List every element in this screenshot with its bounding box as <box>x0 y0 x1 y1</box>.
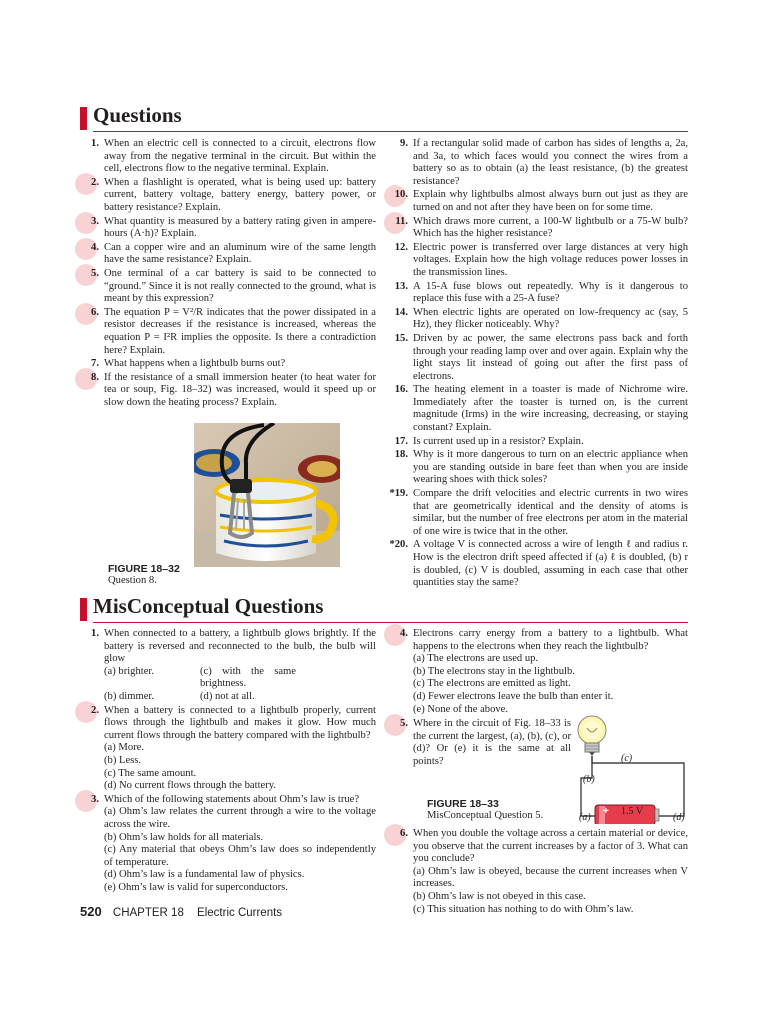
question-number-text: *20. <box>389 539 408 551</box>
question-number-text: 7. <box>91 358 99 370</box>
question-number-text: 1. <box>91 628 99 639</box>
answer-option: (a) The electrons are used up. <box>413 653 539 665</box>
answer-option: (b) Less. <box>104 754 142 766</box>
question-number <box>389 333 408 346</box>
question-item <box>389 138 688 188</box>
question-number-text: 17. <box>394 435 408 447</box>
question-item <box>389 281 688 306</box>
question-item <box>80 138 376 176</box>
answer-option: (b) Ohm’s law is not obeyed in this case. <box>413 890 586 902</box>
question-number <box>80 138 99 151</box>
question-text: When connected to a battery, a lightbulb glows brightly. If the battery is reversed and reconnected to the bulb, the bulb will glow <box>104 628 376 665</box>
question-number-text: 18. <box>394 449 408 461</box>
question-item <box>80 242 376 267</box>
questions-heading-title: Questions <box>93 103 182 127</box>
question-item <box>389 242 688 280</box>
point-b-label: (b) <box>583 774 595 785</box>
question-item <box>389 307 688 332</box>
question-number-text: 2. <box>91 704 99 716</box>
question-number-highlighted <box>389 828 408 841</box>
question-item <box>389 449 688 487</box>
question-text: Electric power is transferred over large distances at very high voltages. Explain how the high voltage reduces power losses in the transmission lines. <box>413 241 688 278</box>
question-item <box>389 384 688 434</box>
question-text: Electrons carry energy from a battery to a lightbulb. What happens to the electrons when they reach the lightbulb? <box>413 628 688 652</box>
figure-18-32-caption: Question 8. <box>108 575 157 586</box>
question-number-text: 16. <box>394 384 408 396</box>
question-number-highlighted <box>389 718 408 731</box>
answer-option: (c) with the same brightness. <box>200 665 296 690</box>
answer-option: (b) dimmer. <box>104 690 155 702</box>
heading-rule <box>93 622 688 623</box>
question-text: If the resistance of a small immersion heater (to heat water for tea or soup, Fig. 18–32) was increased, would it speed up or slow down the heating process? Explain. <box>104 371 376 408</box>
question-number-text: 13. <box>394 280 408 292</box>
answer-option: (d) Fewer electrons leave the bulb than enter it. <box>413 690 614 702</box>
question-number-text: 2. <box>91 176 99 188</box>
answer-option-row <box>104 666 376 691</box>
question-text: What quantity is measured by a battery rating given in ampere-hours (A·h)? Explain. <box>104 215 376 240</box>
question-text: Where in the circuit of Fig. 18–33 is the current the largest, (a), (b), (c), or (d)? Or (e) it is the same at all points? <box>413 718 571 767</box>
question-text: A voltage V is connected across a wire of length ℓ and radius r. How is the electron drift speed affected if (a) ℓ is doubled, (b) r is doubled, (c) V is doubled, assuming in each case that other quantities stay the same? <box>413 539 688 589</box>
heading-rule <box>93 131 688 132</box>
question-number <box>389 539 408 552</box>
misconceptual-question-4 <box>389 628 688 716</box>
page-number: 520 <box>80 904 102 919</box>
questions-right-column <box>389 138 688 591</box>
question-number-highlighted <box>389 189 408 202</box>
figure-18-33 <box>427 708 689 826</box>
question-number <box>389 449 408 462</box>
question-text: If a rectangular solid made of carbon has sides of lengths a, 2a, and 3a, to which faces would you connect the wires from a battery so as to obtain (a) the least resistance, (b) the greatest resistance? <box>413 138 688 187</box>
question-text: When an electric cell is connected to a circuit, electrons flow away from the negative terminal in the circuit. But within the cell, electrons flow to the negative terminal. Explain. <box>104 138 376 175</box>
question-number-highlighted <box>389 216 408 229</box>
question-number-text: 11. <box>395 215 408 227</box>
question-item <box>80 216 376 241</box>
question-text: When a flashlight is operated, what is being used up: battery current, battery voltage, battery energy, battery power, or battery resistance? Explain. <box>104 176 376 213</box>
question-number-text: 6. <box>400 828 408 839</box>
heading-accent-bar <box>80 107 87 130</box>
question-number-text: 15. <box>394 332 408 344</box>
questions-heading <box>80 103 688 132</box>
question-item <box>80 268 376 306</box>
point-a-label: (a) <box>579 812 591 823</box>
question-number-text: 5. <box>400 718 408 729</box>
question-item <box>389 216 688 241</box>
question-number-text: 4. <box>400 628 408 639</box>
question-number <box>389 307 408 320</box>
question-number <box>389 138 408 151</box>
question-text: One terminal of a car battery is said to be connected to “ground.” Since it is not really connected to the ground, what is meant by this expression? <box>104 267 376 305</box>
answer-option: (e) Ohm’s law is valid for superconductors. <box>104 881 288 893</box>
page-footer <box>80 904 282 919</box>
question-number-text: 4. <box>91 241 99 253</box>
point-d-label: (d) <box>673 812 685 823</box>
figure-18-32 <box>108 423 344 586</box>
question-number-text: 14. <box>394 306 408 318</box>
battery-voltage-label: 1.5 V <box>621 806 644 817</box>
question-number-text: 5. <box>91 267 99 279</box>
misconceptual-heading <box>80 594 688 623</box>
answer-option: (c) This situation has nothing to do with Ohm’s law. <box>413 903 634 915</box>
question-text: Explain why lightbulbs almost always burn out just as they are turned on and not after they have been on for some time. <box>413 189 688 213</box>
question-number-highlighted <box>80 794 99 807</box>
question-item <box>80 628 376 704</box>
answer-option: (b) The electrons stay in the lightbulb. <box>413 665 575 677</box>
question-number-text: 3. <box>91 215 99 227</box>
question-number <box>389 436 408 449</box>
question-item <box>80 372 376 410</box>
question-item <box>389 189 688 214</box>
question-number-highlighted <box>389 628 408 641</box>
answer-option: (a) brighter. <box>104 665 155 677</box>
question-text: Can a copper wire and an aluminum wire of the same length have the same resistance? Explain. <box>104 241 376 266</box>
question-number-text: 12. <box>394 241 408 253</box>
question-text: Driven by ac power, the same electrons pass back and forth through your reading lamp over and over again. Explain why the light stays lit instead of going out after the first pass of electrons. <box>413 332 688 382</box>
question-text: Compare the drift velocities and electric currents in two wires that are geometrically identical and the density of atoms is similar, but the number of free electrons per atom in the material of one wire is twice that in the other. <box>413 488 688 537</box>
chapter-title: Electric Currents <box>197 907 283 919</box>
question-item <box>80 307 376 357</box>
answer-option: (e) None of the above. <box>413 703 509 715</box>
question-number-highlighted <box>80 242 99 255</box>
question-number-text: 10. <box>394 189 408 201</box>
question-number-highlighted <box>80 268 99 281</box>
question-item <box>389 488 688 538</box>
question-number <box>389 488 408 501</box>
question-number-highlighted <box>80 705 99 718</box>
question-number <box>389 384 408 397</box>
question-number <box>389 281 408 294</box>
question-text: Is current used up in a resistor? Explain. <box>413 435 584 447</box>
answer-option: (c) The same amount. <box>104 767 197 779</box>
question-number-text: *19. <box>389 488 408 500</box>
answer-option: (d) Ohm’s law is a fundamental law of physics. <box>104 869 305 881</box>
chapter-label: CHAPTER 18 <box>112 907 184 919</box>
question-text: Why is it more dangerous to turn on an electric appliance when you are standing outside in bare feet than when you are inside wearing shoes with thick soles? <box>413 449 688 486</box>
figure-18-33-caption: MisConceptual Question 5. <box>427 810 544 821</box>
answer-option: (b) Ohm’s law holds for all materials. <box>104 831 264 843</box>
question-item <box>80 177 376 215</box>
question-text: When you double the voltage across a certain material or device, you observe that the current increases by a factor of 3. What can you conclude? <box>413 828 688 865</box>
question-text: A 15-A fuse blows out repeatedly. Why is it dangerous to replace this fuse with a 25-A fuse? <box>413 280 688 305</box>
question-number <box>389 242 408 255</box>
answer-option: (d) No current flows through the battery. <box>104 780 276 792</box>
question-number-highlighted <box>80 216 99 229</box>
question-text: Which draws more current, a 100-W lightbulb or a 75-W bulb? Which has the higher resistance? <box>413 215 688 240</box>
answer-option-row <box>104 691 376 704</box>
answer-option: (a) Ohm’s law is obeyed, because the current increases when V increases. <box>413 865 688 890</box>
question-item <box>389 628 688 716</box>
question-text: When a battery is connected to a lightbulb properly, current flows through the lightbulb and makes it glow. How much current flows through the battery compared with the lightbulb? <box>104 704 376 741</box>
question-item <box>389 539 688 589</box>
heading-accent-bar <box>80 598 87 621</box>
question-number-text: 9. <box>400 138 408 149</box>
misconceptual-question-6 <box>389 828 688 916</box>
question-number <box>80 628 99 641</box>
answer-option: (a) More. <box>104 742 145 754</box>
question-number-text: 3. <box>91 793 99 805</box>
point-c-label: (c) <box>621 753 633 764</box>
question-number-text: 1. <box>91 138 99 149</box>
question-text: When electric lights are operated on low-frequency ac (say, 5 Hz), they flicker noticeably. Why? <box>413 306 688 331</box>
question-number-text: 8. <box>91 371 99 383</box>
question-text: The equation P = V²/R indicates that the power dissipated in a resistor decreases if the resistance is increased, whereas the equation P = I²R implies the opposite. Is there a contradiction here? Explain. <box>104 306 376 356</box>
question-item <box>389 436 688 449</box>
answer-option: (a) Ohm’s law relates the current through a wire to the voltage across the wire. <box>104 806 376 830</box>
question-text: The heating element in a toaster is made of Nichrome wire. Immediately after the toaster is turned on, is the current magnitude (Irms) in the wire increasing, decreasing, or staying constant? Explain. <box>413 384 688 434</box>
question-text: What happens when a lightbulb burns out? <box>104 358 286 370</box>
question-number <box>80 358 99 371</box>
question-number-highlighted <box>80 307 99 320</box>
misconceptual-heading-title: MisConceptual Questions <box>93 594 324 618</box>
question-item <box>80 705 376 793</box>
question-text: Which of the following statements about Ohm’s law is true? <box>104 793 360 805</box>
figure-18-33-label: FIGURE 18–33 <box>427 798 499 810</box>
answer-option: (c) The electrons are emitted as light. <box>413 678 571 690</box>
question-item <box>389 828 688 916</box>
question-item <box>80 358 376 371</box>
figure-18-32-label: FIGURE 18–32 <box>108 563 180 575</box>
battery-plus-sign: + <box>603 806 609 817</box>
question-number-highlighted <box>80 372 99 385</box>
answer-option: (c) Any material that obeys Ohm’s law does so independently of temperature. <box>104 844 376 868</box>
questions-left-column <box>80 138 376 410</box>
misconceptual-left-column <box>80 628 376 895</box>
question-number-highlighted <box>80 177 99 190</box>
question-item <box>80 794 376 895</box>
question-item <box>389 333 688 383</box>
immersion-heater-photo <box>194 423 340 567</box>
question-number-text: 6. <box>91 306 99 318</box>
answer-option: (d) not at all. <box>200 690 255 702</box>
